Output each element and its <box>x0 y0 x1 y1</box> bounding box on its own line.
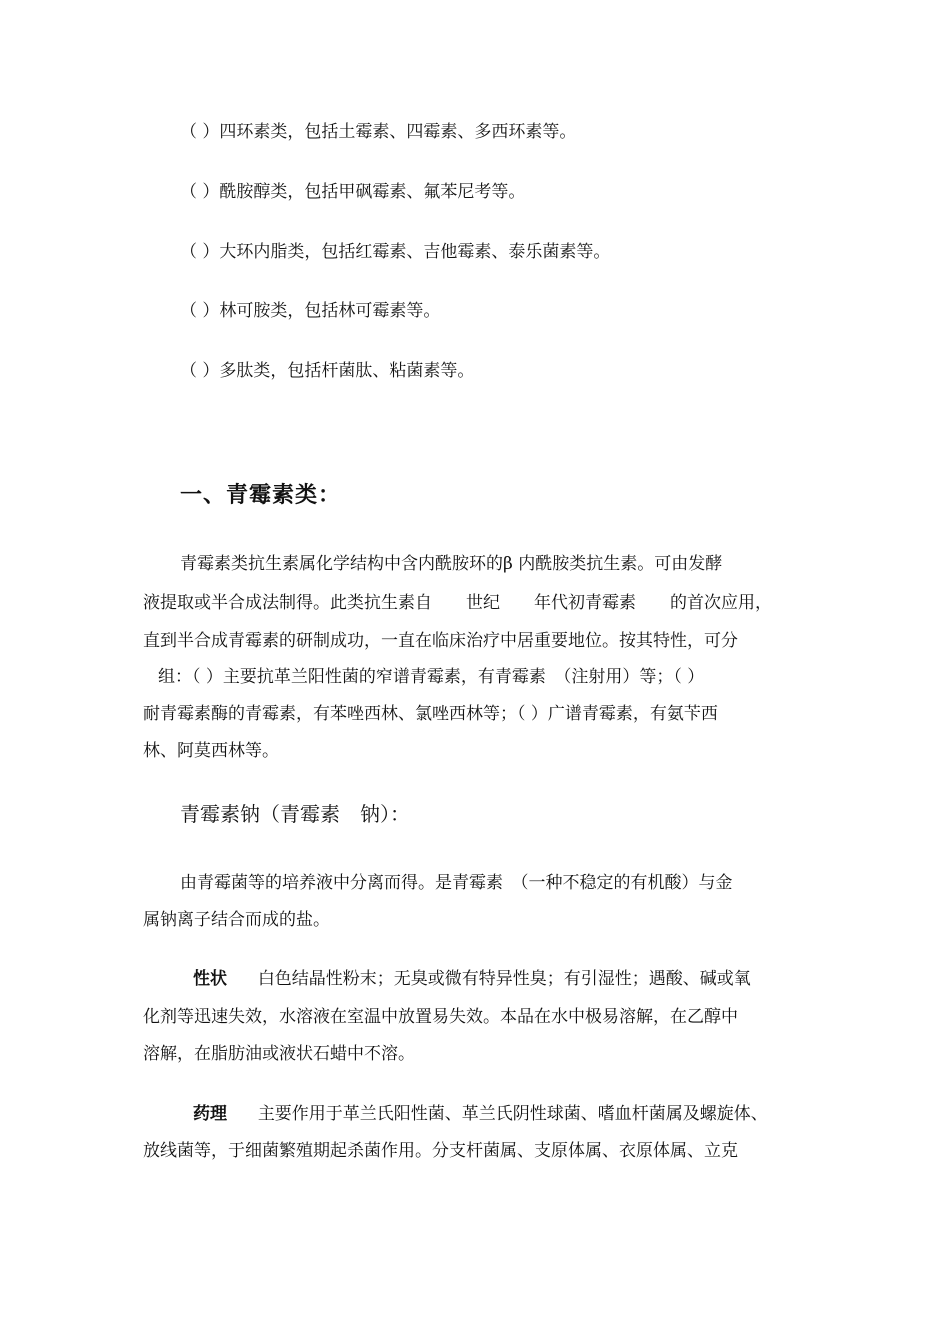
pharmacology-text: 主要作用于革兰氏阳性菌、革兰氏阴性球菌、嗜血杆菌属及螺旋体、 <box>257 1104 768 1124</box>
subsection-heading: 青霉素钠（青霉素 钠）： <box>180 802 410 826</box>
paragraph-line: 由青霉菌等的培养液中分离而得。是青霉素 （一种不稳定的有机酸）与金 <box>180 873 733 893</box>
paragraph-line: 青霉素类抗生素属化学结构中含内酰胺环的β 内酰胺类抗生素。可由发酵 <box>180 554 723 574</box>
paragraph-line: 耐青霉素酶的青霉素，有苯唑西林、氯唑西林等；（ ）广谱青霉素，有氨苄西 <box>143 704 718 724</box>
paragraph-line: 属钠离子结合而成的盐。 <box>143 910 330 930</box>
paragraph-line: 溶解，在脂肪油或液状石蜡中不溶。 <box>143 1044 415 1064</box>
list-item: （ ）林可胺类，包括林可霉素等。 <box>180 301 441 321</box>
list-item: （ ）酰胺醇类，包括甲砜霉素、氟苯尼考等。 <box>180 182 526 202</box>
properties-text: 白色结晶性粉末；无臭或微有特异性臭；有引湿性；遇酸、碱或氧 <box>257 969 751 989</box>
list-item: （ ）四环素类，包括土霉素、四霉素、多西环素等。 <box>180 122 577 142</box>
section-heading: 一、青霉素类： <box>180 483 342 508</box>
paragraph-line: 林、阿莫西林等。 <box>143 741 279 761</box>
properties-first-line <box>193 968 751 990</box>
list-item: （ ）大环内脂类，包括红霉素、吉他霉素、泰乐菌素等。 <box>180 242 611 262</box>
paragraph-line: 直到半合成青霉素的研制成功，一直在临床治疗中居重要地位。按其特性，可分 <box>143 631 738 651</box>
paragraph-line: 液提取或半合成法制得。此类抗生素自 世纪 年代初青霉素 的首次应用， <box>143 593 772 613</box>
paragraph-line: 组：（ ）主要抗革兰阳性菌的窄谱青霉素，有青霉素 （注射用）等；（ ） <box>158 667 705 687</box>
pharmacology-first-line <box>193 1103 768 1125</box>
list-item: （ ）多肽类，包括杆菌肽、粘菌素等。 <box>180 361 475 381</box>
properties-label: 性状 <box>193 969 227 989</box>
paragraph-line: 放线菌等，于细菌繁殖期起杀菌作用。分支杆菌属、支原体属、衣原体属、立克 <box>143 1141 738 1161</box>
paragraph-line: 化剂等迅速失效，水溶液在室温中放置易失效。本品在水中极易溶解，在乙醇中 <box>143 1007 738 1027</box>
pharmacology-label: 药理 <box>193 1104 227 1124</box>
